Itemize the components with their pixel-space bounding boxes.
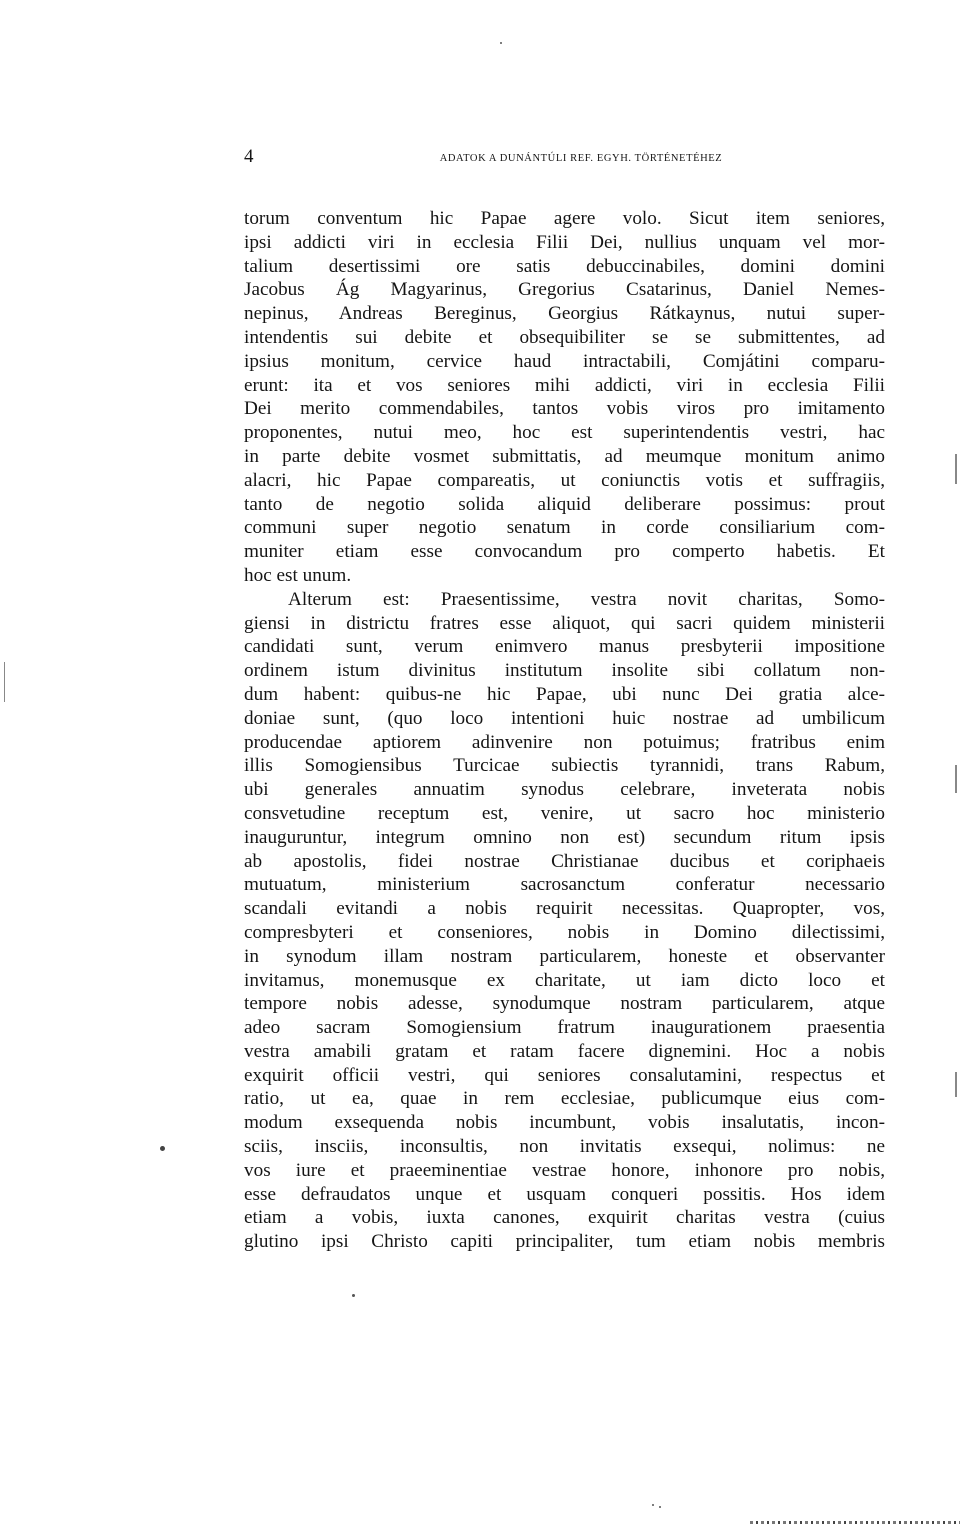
text-line: tanto de negotio solida aliquid deliberare possimus: prout <box>244 493 885 515</box>
text-line: compresbyteri et conseniores, nobis in Domino dilectissimi, <box>244 921 885 943</box>
scan-speck <box>500 42 502 44</box>
text-line: in synodum illam nostram particularem, honeste et observanter <box>244 945 885 967</box>
margin-dot <box>160 1146 165 1151</box>
text-line: nepinus, Andreas Bereginus, Georgius Rátkaynus, nutui super- <box>244 303 885 325</box>
text-line: torum conventum hic Papae agere volo. Sicut item seniores, <box>244 208 885 229</box>
text-line: exquirit officii vestri, qui seniores consalutamini, respectus et <box>244 1064 885 1086</box>
text-line: producendae aptiorem adinvenire non potuimus; fratribus enim <box>244 731 885 753</box>
text-line: etiam a vobis, iuxta canones, exquirit charitas vestra (cuius <box>244 1207 885 1229</box>
text-line: muniter etiam esse convocandum pro comperto habetis. Et <box>244 541 885 563</box>
text-line: proponentes, nutui meo, hoc est superintendentis vestri, hac <box>244 422 885 444</box>
text-line: consvetudine receptum est, venire, ut sacro hoc ministerio <box>244 802 885 824</box>
scan-speck <box>659 1506 661 1508</box>
text-line: scandali evitandi a nobis requirit necessitas. Quapropter, vos, <box>244 898 885 920</box>
scan-speck <box>652 1504 654 1506</box>
text-line: Dei merito commendabiles, tantos vobis viros pro imitamento <box>244 398 885 420</box>
scan-edge-mark <box>4 662 5 702</box>
text-line: communi super negotio senatum in corde consiliarium com- <box>244 517 885 539</box>
text-line: doniae sunt, (quo loco intentioni huic nostrae ad umbilicum <box>244 707 885 729</box>
text-line: ab apostolis, fidei nostrae Christianae ducibus et coriphaeis <box>244 850 885 872</box>
text-line: intendentis sui debite et obsequibiliter se se submittentes, ad <box>244 326 885 348</box>
text-line: Jacobus Ág Magyarinus, Gregorius Csatarinus, Daniel Nemes- <box>244 279 885 301</box>
body-text <box>244 207 885 1254</box>
text-line: erunt: ita et vos seniores mihi addicti, viri in ecclesia Filii <box>244 374 885 396</box>
text-line: vestra amabili gratam et ratam facere dignemini. Hoc a nobis <box>244 1040 885 1062</box>
text-line: ratio, ut ea, quae in rem ecclesiae, publicumque eius com- <box>244 1088 885 1110</box>
text-line: dum habent: quibus-ne hic Papae, ubi nunc Dei gratia alce- <box>244 683 885 705</box>
text-line: ubi generales annuatim synodus celebrare, inveterata nobis <box>244 779 885 801</box>
text-line: talium desertissimi ore satis debuccinabiles, domini domini <box>244 255 885 277</box>
text-line: illis Somogiensibus Turcicae subiectis tyrannidi, trans Rabum, <box>244 755 885 777</box>
scan-edge-mark <box>955 1072 957 1097</box>
scan-edge-mark <box>955 765 957 793</box>
text-line: vos iure et praeeminentiae vestrae honore, inhonore pro nobis, <box>244 1159 885 1181</box>
text-line: mutuatum, ministerium sacrosanctum conferatur necessario <box>244 874 885 896</box>
text-line: ipsius monitum, cervice haud intractabili, Comjátini comparu- <box>244 350 885 372</box>
page-header <box>244 146 904 170</box>
text-line: sciis, insciis, inconsultis, non invitatis exsequi, nolimus: ne <box>244 1136 885 1158</box>
text-line: alacri, hic Papae compareatis, ut coniunctis votis et suffragiis, <box>244 469 885 491</box>
text-line: invitamus, monemusque ex charitate, ut iam dicto loco et <box>244 969 885 991</box>
text-line: glutino ipsi Christo capiti principaliter, tum etiam nobis membris <box>244 1231 885 1253</box>
text-line: in parte debite vosmet submittatis, ad meumque monitum animo <box>244 445 885 467</box>
text-line: esse defraudatos unque et usquam conqueri possitis. Hos idem <box>244 1183 885 1205</box>
text-line: adeo sacram Somogiensium fratrum inaugurationem praesentia <box>244 1017 885 1039</box>
running-head: ADATOK A DUNÁNTÚLI REF. EGYH. TÖRTÉNETÉHEZ <box>439 153 723 164</box>
scan-speck <box>352 1294 355 1297</box>
paragraph-start-line: Alterum est: Praesentissime, vestra novit charitas, Somo- <box>288 588 885 610</box>
text-line: candidati sunt, verum enimvero manus presbyterii impositione <box>244 636 885 658</box>
text-line: ipsi addicti viri in ecclesia Filii Dei, nullius unquam vel mor- <box>244 231 885 253</box>
page-number: 4 <box>244 146 254 167</box>
text-line: tempore nobis adesse, synodumque nostram particularem, atque <box>244 993 885 1015</box>
text-line: ordinem istum divinitus institutum insolite sibi collatum non- <box>244 660 885 682</box>
paragraph-end-line: hoc est unum. <box>244 564 352 586</box>
text-line: giensi in districtu fratres esse aliquot, qui sacri quidem ministerii <box>244 612 885 634</box>
scan-bottom-edge <box>750 1521 960 1524</box>
text-line: inauguruntur, integrum omnino non est) secundum ritum ipsis <box>244 826 885 848</box>
scan-edge-mark <box>955 454 957 484</box>
text-line: modum exsequenda nobis incumbunt, vobis insalutatis, incon- <box>244 1112 885 1134</box>
